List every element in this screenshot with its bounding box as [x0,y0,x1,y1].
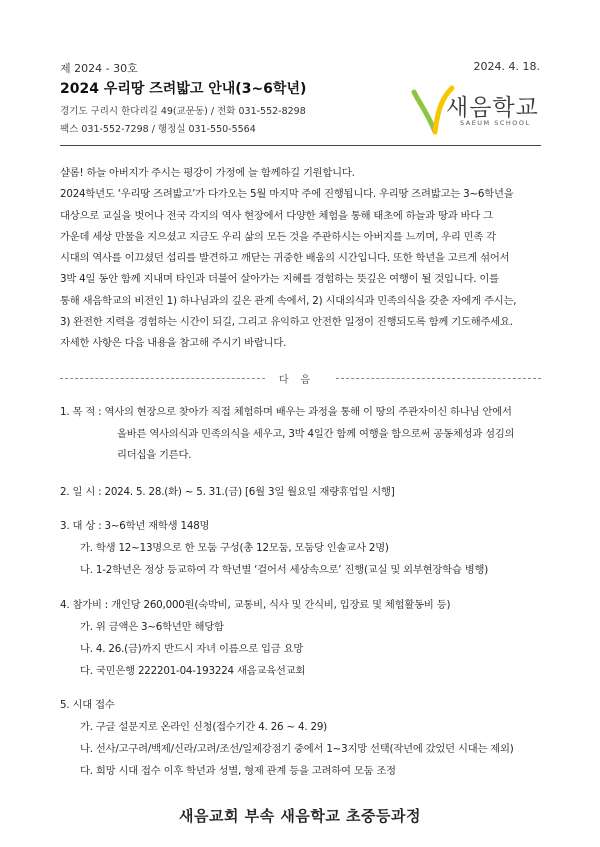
intro-paragraph [60,163,546,355]
target-subitem: 가. 학생 12~13명으로 한 모둠 구성(총 12모둠, 모둠당 인솔교사 2명) [80,542,389,554]
target-heading: 3. 대 상 : 3~6학년 재학생 148명 [60,520,210,532]
logo-subtitle: SAEUM SCHOOL [460,119,531,127]
footer-school-name: 새음교회 부속 새음학교 초중등과정 [178,807,422,825]
registration-subitem: 가. 구글 설문지로 온라인 신청(접수기간 4. 26 ~ 4. 29) [80,721,327,733]
school-logo [408,84,543,136]
purpose-heading: 1. 목 적 : 역사의 현장으로 찾아가 직접 체험하며 배우는 과정을 통해 이 땅의 주관자이신 하나님 안에서 [60,406,512,418]
purpose-continuation: 올바른 역사의식과 민족의식을 세우고, 3박 4일간 함께 여행을 함으로써 공동체성과 섬김의 [117,428,515,440]
contact-fax-office: 팩스 031-552-7298 / 행정실 031-550-5564 [60,124,256,135]
document-number: 제 2024 - 30호 [60,62,138,75]
intro-line: 자세한 사항은 다음 내용을 참고해 주시기 바랍니다. [60,337,287,350]
document-date: 2024. 4. 18. [473,60,540,73]
purpose-continuation: 리더십을 기른다. [117,449,192,461]
fee-subitem: 가. 위 금액은 3~6학년만 해당함 [80,621,224,633]
intro-line: 대상으로 교실을 벗어나 전국 각지의 역사 현장에서 다양한 체험을 통해 태초에 하늘과 땅과 바다 그 [60,209,493,222]
registration-subitem: 다. 희망 시대 접수 이후 학년과 성별, 형제 관계 등을 고려하여 모둠 조정 [80,765,396,777]
intro-line: 가운데 세상 만물을 지으셨고 지금도 우리 삶의 모든 것을 주관하시는 아버지를 느끼며, 우리 민족 각 [60,230,496,243]
header-divider [60,145,541,146]
registration-subitem: 나. 선사/고구려/백제/신라/고려/조선/일제강점기 중에서 1~3지망 선택(작년에 갔었던 시대는 제외) [80,743,514,755]
registration-heading: 5. 시대 접수 [60,699,115,711]
fee-subitem: 나. 4. 26.(금)까지 반드시 자녀 이름으로 입금 요망 [80,643,304,655]
document-title: 2024 우리땅 즈려밟고 안내(3~6학년) [60,81,307,97]
target-subitem: 나. 1-2학년은 정상 등교하여 각 학년별 ‘걸어서 세상속으로’ 진행(교실 및 외부현장학습 병행) [80,564,489,576]
intro-line: 시대의 역사를 이끄셨던 섭리를 발견하고 깨닫는 귀중한 배움의 시간입니다. 또한 학년을 고르게 섞어서 [60,252,510,265]
divider-dash-right [336,378,541,379]
intro-line: 통해 새음학교의 비전인 1) 하나님과의 깊은 관계 속에서, 2) 시대의식과 민족의식을 갖춘 자에게 주시는, [60,294,517,307]
intro-line: 3) 완전한 지력을 경험하는 시간이 되길, 그리고 유익하고 안전한 일정이 진행되도록 함께 기도해주세요. [60,316,513,329]
fee-heading: 4. 참가비 : 개인당 260,000원(숙박비, 교통비, 식사 및 간식비, 입장료 및 체험활동비 등) [60,599,451,611]
divider-dash-left [60,378,265,379]
divider-label: 다음 [278,375,323,386]
contact-address-phone: 경기도 구리시 한다리길 49(교문동) / 전화 031-552-8298 [60,106,306,117]
intro-line: 샬롬! 하늘 아버지가 주시는 평강이 가정에 늘 함께하길 기원합니다. [60,167,355,179]
section-divider [60,371,541,386]
fee-subitem: 다. 국민은행 222201-04-193224 새음교육선교회 [80,665,306,677]
intro-line: 3박 4일 동안 함께 지내며 타인과 더불어 살아가는 지혜를 경험하는 뜻깊은 여행이 될 것입니다. 이를 [60,273,499,286]
logo-school-name: 새음학교 [446,95,539,121]
schedule-item: 2. 일 시 : 2024. 5. 28.(화) ~ 5. 31.(금) [6월 3일 월요일 재량휴업일 시행] [60,486,395,498]
intro-line: 2024학년도 ‘우리땅 즈려밟고’가 다가오는 5월 마지막 주에 진행됩니다. 우리땅 즈려밟고는 3~6학년을 [60,188,514,201]
